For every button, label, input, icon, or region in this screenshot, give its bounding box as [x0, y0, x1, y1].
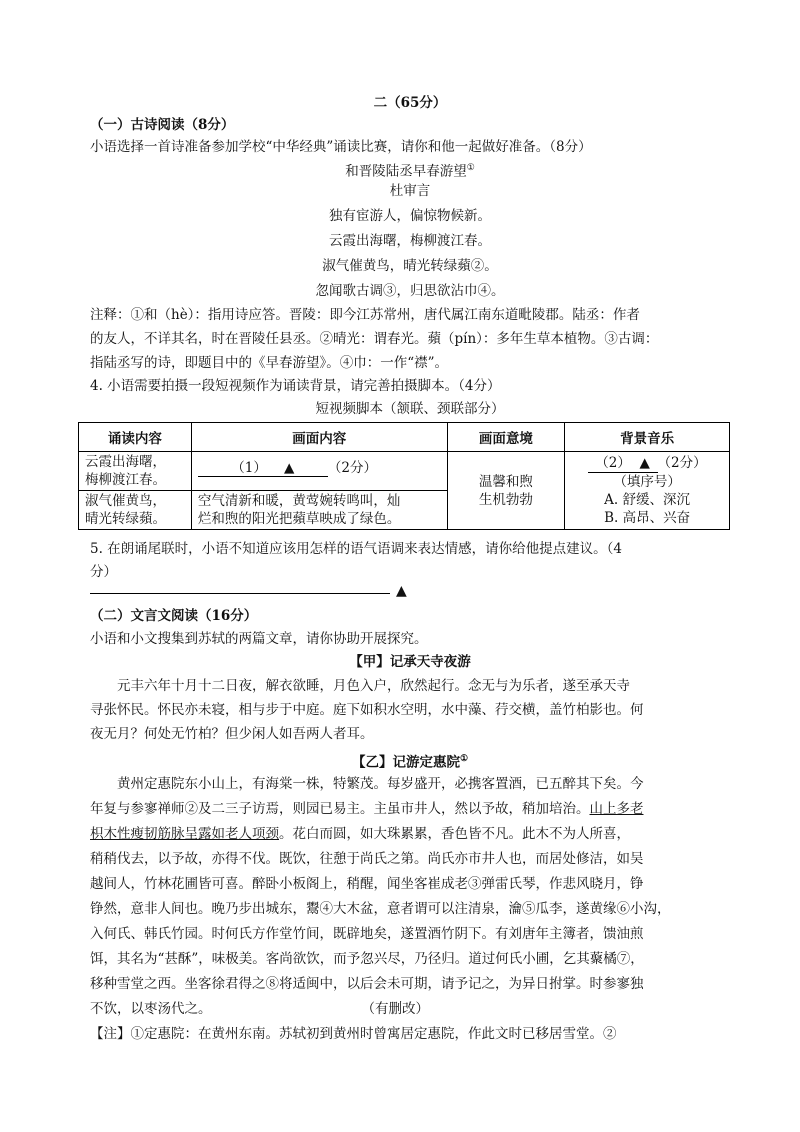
question-5-line-2: 分）: [90, 564, 117, 580]
question-5-line-1: 5. 在朗诵尾联时，小语不知道应该用怎样的语气语调来表达情感，请你给他提点建议。（4: [90, 541, 623, 557]
poem-line-1: 独有宦游人，偏惊物候新。: [329, 208, 491, 224]
yi-title-text: 【乙】记游定惠院: [351, 754, 460, 771]
row2-scene: [191, 491, 447, 530]
row2-recite-line-1: 淑气催黄鸟，: [85, 493, 166, 509]
yi-title: [90, 748, 730, 774]
header-music: 背景音乐: [565, 423, 730, 452]
blank-2-score: （2分）: [657, 455, 707, 471]
poem-line-2: 云霞出海曙，梅柳渡江春。: [329, 233, 491, 249]
music-option-b: B. 高昂、兴奋: [604, 510, 691, 526]
yi-line-2-text: 年复与参寥禅师②及二三子访焉，则园已易主。主虽市井人，然以予故，稍加培治。: [90, 801, 590, 817]
poem-note-3: 指陆丞写的诗，即题目中的《早春游望》。④巾：一作“襟”。: [90, 355, 449, 371]
jia-line-1: 元丰六年十月十二日夜，解衣欲睡，月色入户，欣然起行。念无与为乐者，遂至承天寺: [117, 678, 630, 694]
table-caption: 短视频脚本（颔联、颈联部分）: [315, 401, 505, 417]
blank-2-marker: ▲: [639, 455, 650, 471]
yi-line-6: 铮然，意非人间也。晚乃步出城东，鬻④大木盆，意者谓可以注清泉，瀹⑤瓜李，遂黄缘⑥小沟，: [90, 901, 671, 917]
yi-line-8: 饵，其名为“甚酥”，味极美。客尚欲饮，而予忽兴尽，乃径归。道过何氏小圃，乞其藂橘⑦，: [90, 951, 644, 967]
music-option-a: A. 舒缓、深沉: [604, 492, 691, 508]
video-script-table: [78, 422, 730, 530]
answer-marker-5: ▲: [396, 583, 407, 599]
yi-line-1: 黄州定惠院东小山上，有海棠一株，特繁茂。每岁盛开，必携客置酒，已五醉其下矣。今: [117, 776, 644, 792]
yi-line-3-text: 。花白而圆，如大珠累累，香色皆不凡。此木不为人所喜，: [279, 826, 630, 842]
yi-line-7: 入何氏、韩氏竹园。时何氏方作堂竹间，既辟地矣，遂置酒竹阴下。有刘唐年主簿者，馈油煎: [90, 926, 644, 942]
yi-line-9: 移种雪堂之西。坐客徐君得之⑧将适闽中，以后会未可期，请予记之，为异日拊掌。时参寥独: [90, 976, 644, 992]
blank-2[interactable]: [588, 454, 658, 473]
header-recite: 诵读内容: [79, 423, 192, 452]
mood-line-1: 温馨和煦: [478, 473, 533, 490]
jia-line-2: 寻张怀民。怀民亦未寝，相与步于中庭。庭下如积水空明，水中藻、荇交横，盖竹柏影也。何: [90, 702, 644, 718]
row2-recite: [79, 491, 192, 530]
yi-underlined-sentence-part-1: 山上多老: [589, 801, 644, 817]
poem-line-3: 淑气催黄鸟，晴光转绿蘋②。: [322, 258, 498, 274]
blank-1-marker: ▲: [284, 460, 295, 476]
question-4: 4. 小语需要拍摄一段短视频作为诵读背景，请完善拍摄脚本。（4分）: [90, 378, 501, 394]
jia-title: 【甲】记承天寺夜游: [349, 654, 471, 670]
yi-line-3: [90, 823, 730, 845]
section-title: 二（65分）: [373, 95, 447, 111]
yi-underlined-sentence-part-2: 枳木性瘦韧筋脉呈露如老人项颈: [90, 826, 279, 842]
part2-heading: （二）文言文阅读（16分）: [90, 608, 258, 624]
part1-intro: 小语选择一首诗准备参加学校“中华经典”诵读比赛，请你和他一起做好准备。（8分）: [90, 139, 592, 155]
header-scene: 画面内容: [191, 423, 447, 452]
yi-edit-note: （有删改）: [361, 1001, 429, 1017]
row1-recite-line-1: 云霞出海曙，: [85, 454, 166, 470]
part1-heading: （一）古诗阅读（8分）: [90, 117, 235, 133]
poem-note-1: 注释：①和（hè）：指用诗应答。晋陵：即今江苏常州，唐代属江南东道毗陵郡。陆丞：作者: [90, 307, 640, 323]
row2-scene-line-2: 烂和煦的阳光把蘋草映成了绿色。: [197, 511, 401, 527]
poet: 杜审言: [389, 183, 431, 199]
row2-recite-line-2: 晴光转绿蘋。: [85, 511, 166, 527]
yi-title-note: ①: [459, 754, 469, 764]
yi-line-5: 越间人，竹林花圃皆可喜。醉卧小板阁上，稍醒，闻坐客崔成老③弹雷氏琴，作悲风晓月，铮: [90, 876, 644, 892]
blank-1-number: （1）: [231, 460, 267, 476]
poem-line-4: 忽闻歌古调③，归思欲沾巾④。: [315, 283, 505, 299]
header-mood: 画面意境: [447, 423, 565, 452]
poem-title: [90, 157, 730, 183]
yi-notes-start: 【注】①定惠院：在黄州东南。苏轼初到黄州时曾寓居定惠院，作此文时已移居雪堂。②: [90, 1026, 617, 1042]
answer-line-5[interactable]: [90, 593, 390, 594]
poem-title-note: ①: [466, 163, 475, 173]
yi-line-10: [90, 998, 730, 1020]
yi-line-2: [90, 798, 730, 820]
row1-recite: [79, 452, 192, 491]
jia-line-3: 夜无月？何处无竹柏？但少闲人如吾两人者耳。: [90, 726, 374, 742]
row1-scene[interactable]: [191, 452, 447, 491]
row2-scene-line-1: 空气清新和暖，黄莺婉转鸣叫，灿: [197, 493, 401, 509]
blank-2-number: （2）: [595, 455, 631, 471]
mood-cell: [447, 452, 565, 530]
yi-last-text: 不饮，以枣汤代之。: [90, 1001, 212, 1017]
blank-1[interactable]: [198, 456, 328, 477]
music-hint: （填序号）: [613, 474, 681, 490]
mood-line-2: 生机勃勃: [478, 491, 533, 508]
music-cell[interactable]: [565, 452, 730, 530]
row1-recite-line-2: 梅柳渡江春。: [85, 472, 166, 488]
blank-1-score: （2分）: [327, 460, 377, 476]
poem-note-2: 的友人，不详其名，时在晋陵任县丞。②晴光：谓春光。蘋（pín）：多年生草本植物。③古调：: [90, 331, 659, 347]
poem-title-text: 和晋陵陆丞早春游望: [345, 163, 467, 180]
yi-line-4: 稍稍伐去，以予故，亦得不伐。既饮，往憩于尚氏之第。尚氏亦市井人也，而居处修洁，如吴: [90, 851, 644, 867]
table-header-row: [79, 423, 730, 452]
part2-intro: 小语和小文搜集到苏轼的两篇文章，请你协助开展探究。: [90, 631, 428, 647]
table-row: [79, 452, 730, 491]
